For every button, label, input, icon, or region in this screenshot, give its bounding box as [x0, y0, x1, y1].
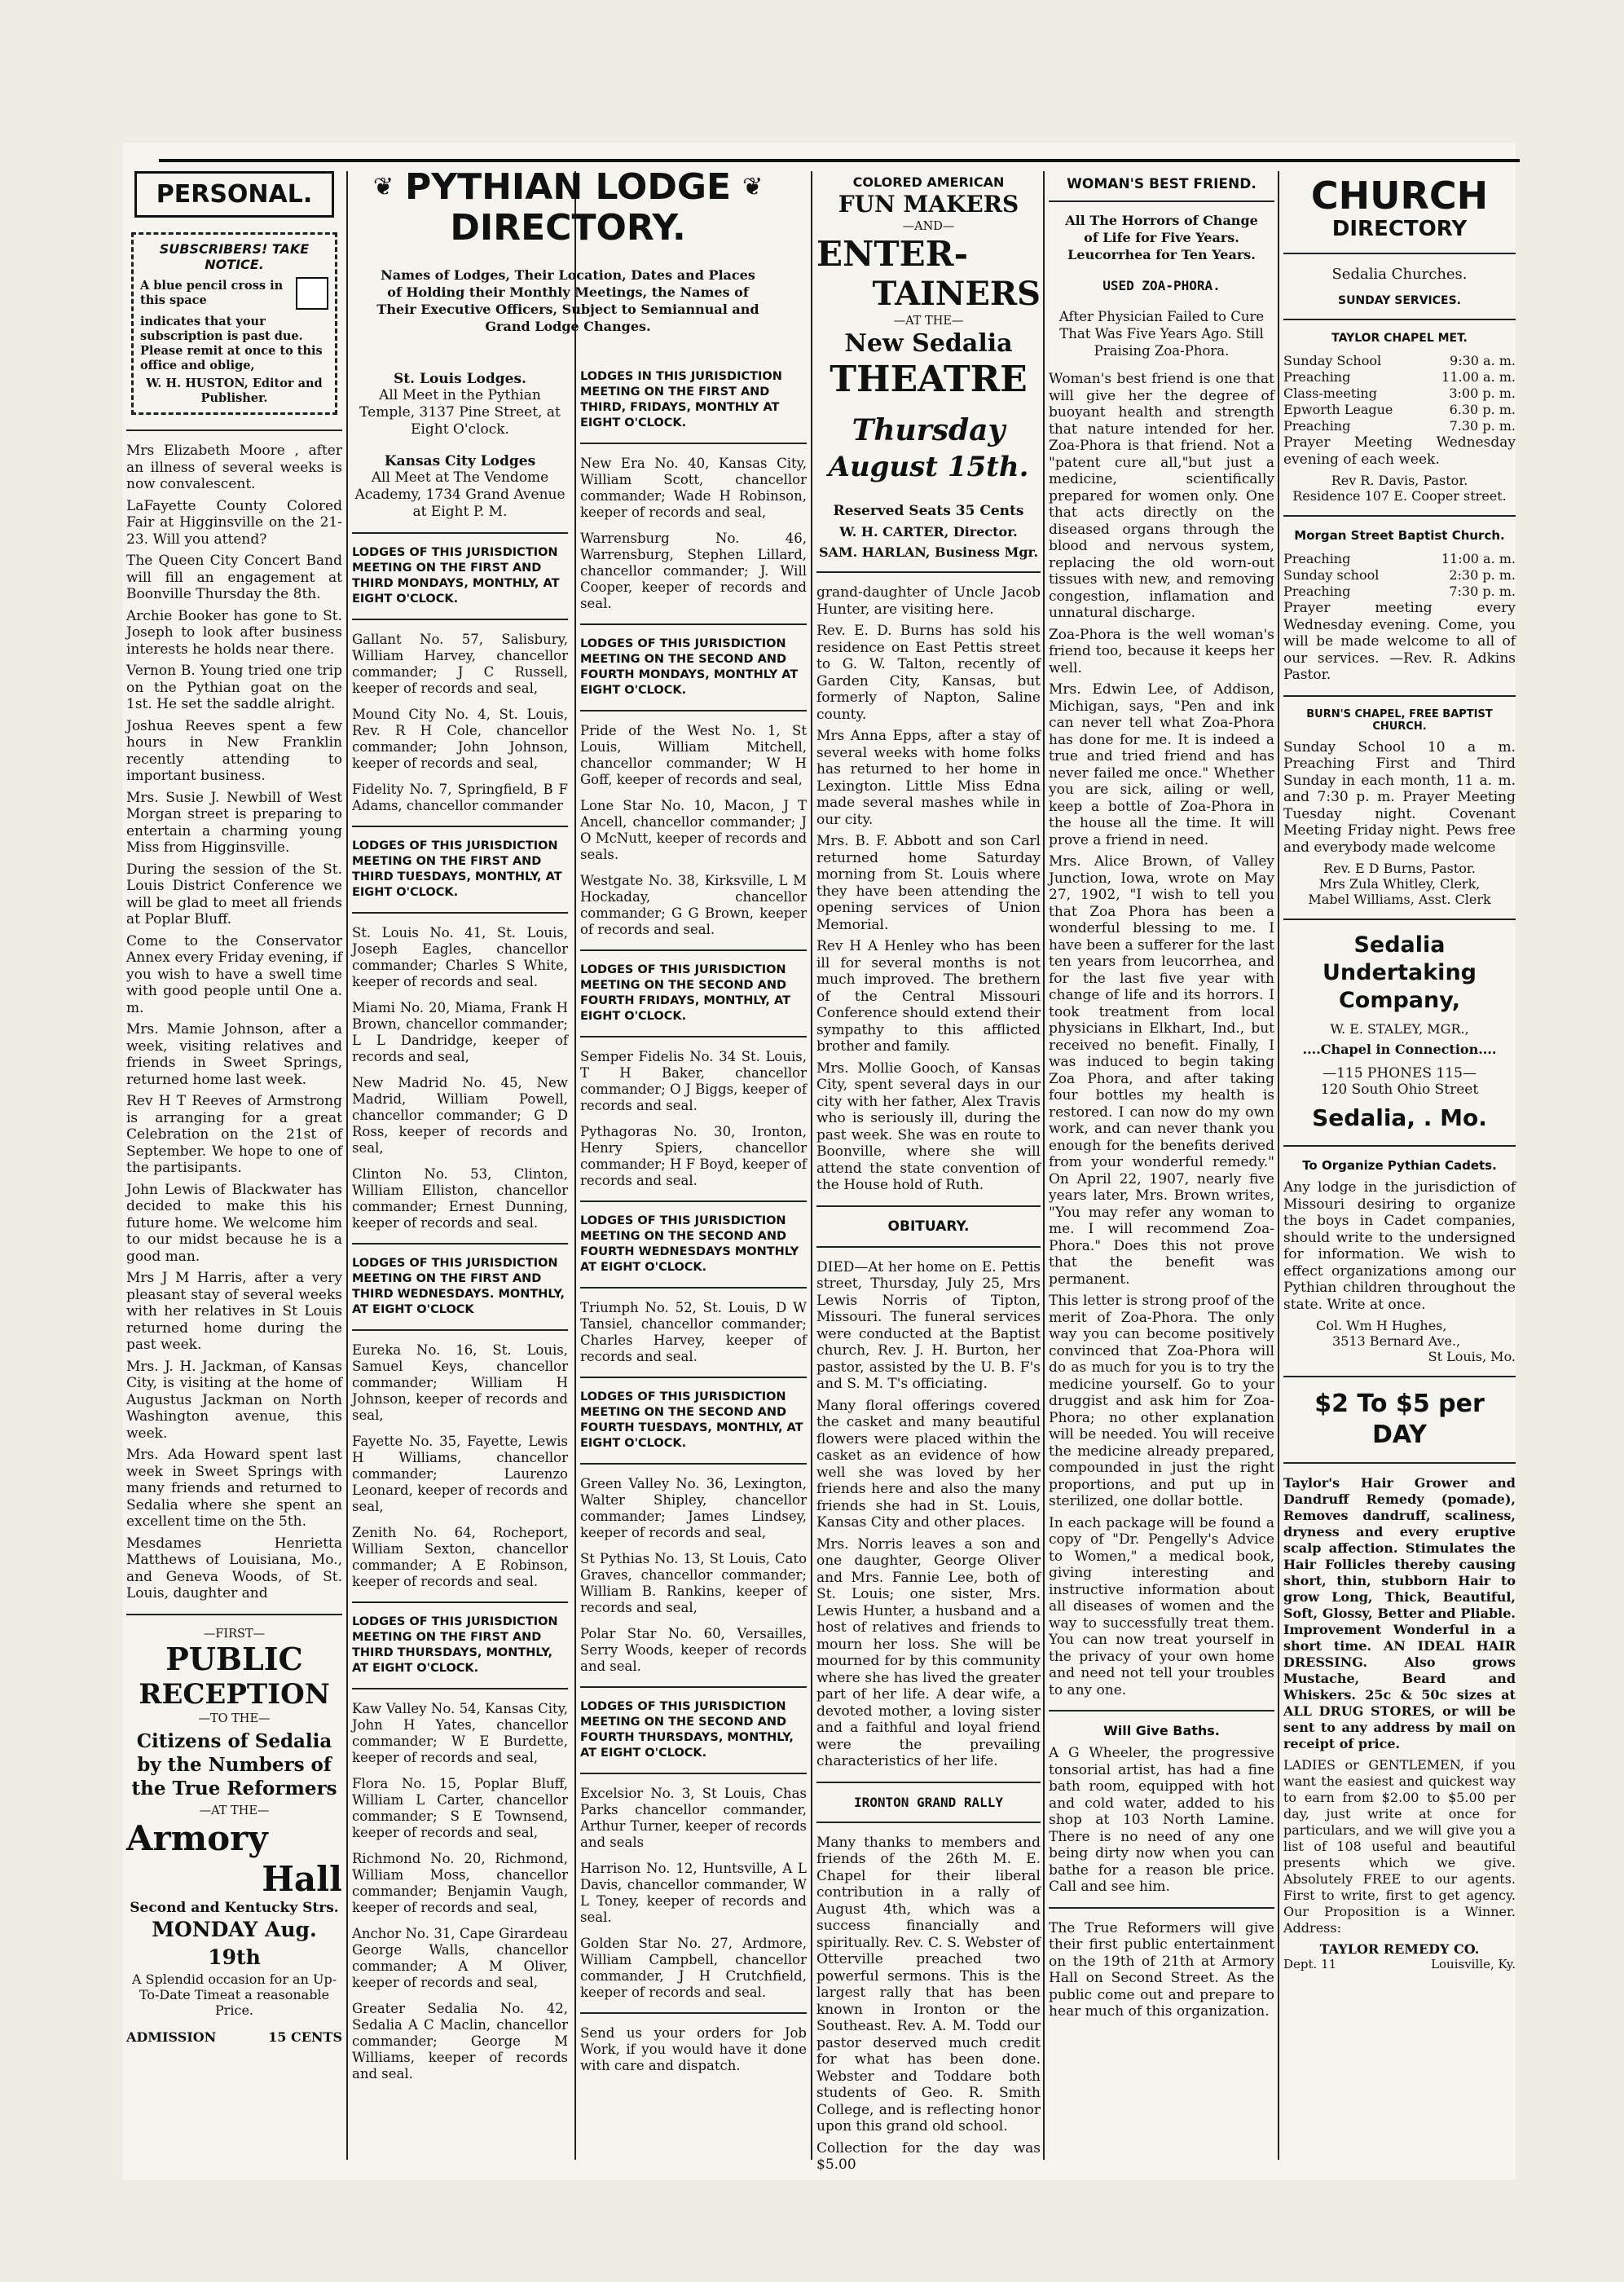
- taylor-chapel: TAYLOR CHAPEL MET.: [1331, 332, 1468, 345]
- lodge-heading: LODGES OF THIS JURISDICTION MEETING ON THE FIRST AND THIRD TUESDAYS, MONTHLY, AT EIGHT O'CLOCK.: [352, 839, 562, 899]
- cadets-signature: Col. Wm H Hughes,: [1316, 1318, 1447, 1333]
- divider: [580, 2012, 807, 2014]
- divider: [1283, 319, 1516, 320]
- subscribers-notice: [131, 232, 337, 415]
- cadets-address: 3513 Bernard Ave.,: [1332, 1333, 1461, 1349]
- divider: [816, 571, 1041, 573]
- ad-august: August 15th.: [828, 451, 1029, 483]
- schedule-name: Preaching: [1283, 551, 1351, 566]
- ad-first: —FIRST—: [203, 1627, 266, 1641]
- ornament-icon: ❦: [742, 173, 764, 201]
- lodge-entry: St Pythias No. 13, St Louis, Cato Graves, chancellor commander; William B. Rankins, keeper of records and seal,: [580, 1551, 807, 1615]
- column-divider: [1278, 171, 1279, 2160]
- column-pythian-directory-2: [352, 363, 568, 2092]
- schedule-time: 11:00 a. m.: [1441, 551, 1516, 566]
- ad-at-the: —AT THE—: [893, 315, 964, 328]
- ad-tainers: TAINERS: [872, 275, 1041, 313]
- personal-item: Mrs. Susie J. Newbill of West Morgan street is preparing to entertain a charming young Miss from Higginsville.: [126, 789, 342, 856]
- lodge-entry: Clinton No. 53, Clinton, William Elliston, chancellor commander; Ernest Dunning, keeper of records and seal.: [352, 1166, 568, 1231]
- lodge-entry: Eureka No. 16, St. Louis, Samuel Keys, chancellor commander; William H Johnson, keeper of records and seal,: [352, 1342, 568, 1423]
- taylor-pastor: Rev R. Davis, Pastor.: [1331, 473, 1468, 488]
- divider: [816, 1205, 1041, 1207]
- divider: [352, 912, 568, 914]
- divider: [580, 710, 807, 711]
- ad-enter: ENTER-: [816, 234, 969, 274]
- lodge-heading: LODGES OF THIS JURISDICTION MEETING ON THE SECOND AND FOURTH FRIDAYS, MONTHLY, AT EIGHT O'CLOCK.: [580, 963, 790, 1023]
- baths-text: A G Wheeler, the progressive tonsorial artist, has had a fine bath room, equipped with hot and cold water, added to his shop at 103 North Lamine. There is no need of any one being dirty now when you can bathe for a reason ble price. Call and see him.: [1049, 1745, 1274, 1895]
- schedule-name: Class-meeting: [1283, 385, 1377, 401]
- divider: [352, 1688, 568, 1689]
- lodge-entry: Richmond No. 20, Richmond, William Moss, chancellor commander; Benjamin Vaugh, keeper of records and seal,: [352, 1851, 568, 1915]
- ad-reception: RECEPTION: [139, 1677, 330, 1711]
- church-title-2: DIRECTORY: [1331, 217, 1468, 241]
- column-divider: [1043, 171, 1045, 2160]
- divider: [580, 1036, 807, 1037]
- divider: [352, 532, 568, 534]
- undertaking-address: 120 South Ohio Street: [1320, 1082, 1479, 1098]
- schedule-name: Preaching: [1283, 369, 1351, 385]
- burns-chapel: BURN'S CHAPEL, FREE BAPTIST CHURCH.: [1306, 707, 1493, 733]
- divider: [1283, 919, 1516, 920]
- rally-title: IRONTON GRAND RALLY: [853, 1794, 1004, 1810]
- theatre-ad: [816, 174, 1041, 560]
- lodge-entry: Lone Star No. 10, Macon, J T Ancell, chancellor commander; J O McNutt, keeper of records and seals.: [580, 798, 808, 862]
- personal-item: Mrs. J. H. Jackman, of Kansas City, is visiting at the home of Augustus Jackman on North Washington avenue, this week.: [126, 1358, 342, 1442]
- zoa-used: USED ZOA-PHORA.: [1102, 278, 1221, 293]
- burns-asst-clerk: Mabel Williams, Asst. Clerk: [1308, 892, 1491, 907]
- obituary-item: Many floral offerings covered the casket and many beautiful flowers were placed within the casket as an evidence of how well she was loved by her friends here and also the many friends she had in St. Louis, Kansas City and other places.: [816, 1397, 1041, 1531]
- lodge-entry: Golden Star No. 27, Ardmore, William Campbell, chancellor commander, J H Crutchfield, keeper of records and seal.: [580, 1936, 807, 2000]
- divider: [126, 430, 342, 431]
- church-title-1: CHURCH: [1310, 174, 1489, 218]
- cadets-city: St Louis, Mo.: [1428, 1349, 1516, 1364]
- lodge-entry: Kaw Valley No. 54, Kansas City, John H Yates, chancellor commander; W E Burdette, keeper of records and seal,: [352, 1701, 568, 1765]
- undertaking-chapel: ....Chapel in Connection....: [1302, 1042, 1497, 1057]
- divider: [352, 1601, 568, 1603]
- zoa-item: Mrs. Alice Brown, of Valley Junction, Iowa, wrote on May 27, 1902, "I wish to tell you that Zoa Phora has been a wonderful blessing to me. I have been a sufferer for the last ten years from leucorrhea, and for the last five year with change of life and its horrors. I took treatment from local physicians in Elkhart, Ind., but received no benefit. Finally, I was induced to begin taking Zoa Phora, and after taking four bottles my health is restored. I can now do my own work, and can never thank you enough for the benefits derived from your wonderful remedy." On April 22, 1907, nearly five years later, Mrs. Brown writes, "You may refer any woman to me. I will recommend Zoa-Phora." Does this not prove that the benefit was permanent.: [1049, 853, 1275, 1288]
- schedule-time: 2:30 p. m.: [1449, 567, 1516, 583]
- ad-at-the: —AT THE—: [199, 1804, 270, 1817]
- divider: [1283, 1376, 1516, 1377]
- personal-item: Mrs J M Harris, after a very pleasant stay of several weeks with her relatives in St Louis returned home during the past week.: [126, 1270, 342, 1353]
- lodge-entry: Harrison No. 12, Huntsville, A L Davis, chancellor commander, W L Toney, keeper of records and seal.: [580, 1861, 807, 1925]
- kc-text: All Meet at The Vendome Academy, 1734 Grand Avenue at Eight P. M.: [354, 469, 566, 520]
- ad-to-the: —TO THE—: [198, 1712, 271, 1725]
- divider: [1283, 515, 1516, 517]
- ad-desc: A Splendid occasion for an Up-To-Date Timeat a reasonable Price.: [131, 1971, 337, 2018]
- divider: [580, 1287, 807, 1289]
- zoa-title: WOMAN'S BEST FRIEND.: [1049, 171, 1274, 202]
- baths-title: Will Give Baths.: [1103, 1723, 1220, 1738]
- column-zoa-phora: [1049, 171, 1274, 2025]
- divider: [126, 1614, 342, 1615]
- divider: [816, 1822, 1041, 1823]
- burns-pastor: Rev. E D Burns, Pastor.: [1323, 861, 1476, 876]
- remedy-company: TAYLOR REMEDY CO.: [1319, 1941, 1480, 1957]
- schedule-time: 9:30 a. m.: [1450, 353, 1516, 368]
- schedule-name: Sunday school: [1283, 567, 1380, 583]
- personal-item: Vernon B. Young tried one trip on the Pythian goat on the 1st. He set the saddle alright.: [126, 663, 342, 712]
- divider: [1283, 253, 1516, 254]
- divider: [580, 1463, 807, 1465]
- zoa-sub: All The Horrors of Change of Life for Five Years. Leucorrhea for Ten Years.: [1065, 213, 1258, 262]
- divider: [580, 949, 807, 951]
- lodge-entry: St. Louis No. 41, St. Louis, Joseph Eagles, chancellor commander; Charles S White, keeper of records and seal.: [352, 925, 568, 989]
- divider: [352, 826, 568, 827]
- column-divider: [574, 171, 576, 2160]
- column-personal: [126, 171, 342, 2045]
- divider: [580, 1773, 807, 1774]
- rally-text: Many thanks to members and friends of the 26th M. E. Chapel for their liberal contribution in a rally of August 4th, which was a success financially and spiritually. Rev. C. S. Webster of Otterville preached two powerful sermons. This is the largest rally that has been known in Ironton or the Southeast. Rev. A. M. Todd our pastor deserved much credit for what has been done. Webster and Toddare both students of Geo. R. Smith College, and is reflecting honor upon this grand old school.: [816, 1834, 1041, 2134]
- lodge-entry: Warrensburg No. 46, Warrensburg, Stephen Lillard, chancellor commander; J. Will Cooper, keeper of records and seal.: [580, 531, 807, 611]
- divider: [352, 619, 568, 620]
- lodge-entry: New Madrid No. 45, New Madrid, William Powell, chancellor commander; G D Ross, keeper of records and seal,: [352, 1075, 568, 1156]
- public-reception-ad: [126, 1627, 342, 2045]
- lodge-entry: Zenith No. 64, Rocheport, William Sexton, chancellor commander; A E Robinson, keeper of records and seal.: [352, 1525, 568, 1589]
- zoa-item: Woman's best friend is one that will give her the degree of buoyant health and strength that nature intended for her. Zoa-Phora is that friend. Not a "patent cure all,"but just a medicine, scientifically prepared for women only. One that acts directly on the diseased organs through the blood and nervous system, replacing the old worn-out tissues with new, and removing congestion, inflamation and unnatural discharge.: [1049, 371, 1274, 621]
- news-item: Rev. E. D. Burns has sold his residence on East Pettis street to G. W. Talton, recently of Garden City, Kansas, but formerly of Napton, Saline county.: [816, 623, 1041, 723]
- lodge-entry: Flora No. 15, Poplar Bluff, William L Carter, chancellor commander; S E Townsend, keeper of records and seal,: [352, 1776, 568, 1840]
- personal-item: Come to the Conservator Annex every Friday evening, if you wish to have a swell time with good people until One a. m.: [126, 932, 342, 1016]
- lodge-entry: Pythagoras No. 30, Ironton, Henry Spiers, chancellor commander; H F Boyd, keeper of records and seal.: [580, 1124, 807, 1188]
- ad-fun: FUN MAKERS: [838, 191, 1019, 218]
- divider: [352, 1329, 568, 1331]
- divider: [1049, 1710, 1274, 1712]
- ad-manager: SAM. HARLAN, Business Mgr.: [818, 544, 1039, 560]
- obituary-title: OBITUARY.: [887, 1218, 970, 1235]
- notice-line2: indicates that your subscription is past due. Please remit at once to this office and oblige,: [140, 315, 323, 372]
- schedule-name: Sunday School: [1283, 353, 1382, 368]
- schedule-name: Epworth League: [1283, 402, 1393, 417]
- news-item: Rev H A Henley who has been ill for several months is not much improved. The brethern of the Central Missouri Conference should extend their sympathy to this afflicted brother and family.: [816, 938, 1041, 1055]
- personal-item: During the session of the St. Louis District Conference we will be glad to meet all friends at Poplar Bluff.: [126, 861, 342, 927]
- notice-sign: W. H. HUSTON, Editor and Publisher.: [146, 377, 323, 405]
- sunday-services: SUNDAY SERVICES.: [1337, 294, 1461, 307]
- obituary-item: Mrs. Norris leaves a son and one daughter, George Oliver and Mrs. Fannie Lee, both of St. Louis; one sister, Mrs. Lewis Hunter, a husband and a host of relatives and friends to mourn her loss. She will be mourned for by this community where she has lived the greater part of her life. A dear wife, a devoted mother, a loving sister and a faithful and loyal friend were the prevailing characteristics of her life.: [816, 1535, 1041, 1769]
- taylor-schedule: [1283, 353, 1516, 434]
- lodge-heading: LODGES OF THIS JURISDICTION MEETING ON THE SECOND AND FOURTH TUESDAYS, MONTHLY, AT EIGHT O'CLOCK.: [580, 1390, 803, 1450]
- divider: [580, 623, 807, 625]
- zoa-item: This letter is strong proof of the merit of Zoa-Phora. The only way you can become positively convinced that Zoa-Phora will do as much for you is to try the medicine yourself. Go to your druggist and ask him for Zoa-Phora; no other explanation will be needed. You will receive the medicine already prepared, compounded in just the right proportions, and put up in sterilized, one dollar bottle.: [1049, 1293, 1274, 1509]
- ad-date: MONDAY Aug. 19th: [152, 1917, 317, 1969]
- divider: [580, 443, 807, 444]
- personal-item: Mrs. Mamie Johnson, after a week, visiting relatives and friends in Sweet Springs, returned home last week.: [126, 1021, 342, 1088]
- schedule-name: Preaching: [1283, 584, 1351, 599]
- ad-citizens: Citizens of Sedalia by the Numbers of the True Reformers: [131, 1729, 337, 1800]
- morgan-schedule: [1283, 551, 1516, 600]
- personal-item: Rev H T Reeves of Armstrong is arranging for a great Celebration on the 21st of September. We hope to one of the partisipants.: [126, 1093, 342, 1176]
- lodge-entry: Gallant No. 57, Salisbury, William Harvey, chancellor commander; J C Russell, keeper of records and seal,: [352, 632, 568, 696]
- top-rule: [159, 159, 1520, 162]
- lodge-entry: Triumph No. 52, St. Louis, D W Tansiel, chancellor commander; Charles Harvey, keeper of records and seal.: [580, 1300, 807, 1364]
- lodge-heading: LODGES OF THIS JURISDICTION MEETING ON THE FIRST AND THIRD WEDNESDAYS. MONTHLY, AT EIGHT O'CLOCK: [352, 1257, 565, 1316]
- ad-and: —AND—: [902, 220, 955, 233]
- lodge-entry: Semper Fidelis No. 34 St. Louis, T H Baker, chancellor commander; O J Biggs, keeper of records and seal.: [580, 1049, 807, 1113]
- column-theatre-news: [816, 171, 1041, 2178]
- lodge-entry: Pride of the West No. 1, St Louis, William Mitchell, chancellor commander; W H Goff, keeper of records and seal,: [580, 723, 807, 787]
- column-pythian-directory-1: [352, 166, 764, 335]
- hair-remedy-text: Taylor's Hair Grower and Dandruff Remedy (pomade), Removes dandruff, scaliness, dryness and every eruptive scalp affection. Stimulates the Hair Follicles thereby causing short, thin, stubborn Hair to grow Long, Thick, Beautiful, Soft, Glossy, Better and Pliable. Improvement Wonderful in a short time. AN IDEAL HAIR DRESSING. Also grows Mustache, Beard and Whiskers. 25c & 50c sizes at ALL DRUG STORES, or will be sent to any address by mail on receipt of price.: [1283, 1475, 1516, 1751]
- lodge-heading: LODGES OF THIS JURISDICTION MEETING ON THE SECOND AND FOURTH WEDNESDAYS MONTHLY AT EIGHT O'CLOCK.: [580, 1214, 799, 1274]
- taylor-residence: Residence 107 E. Cooper street.: [1292, 488, 1507, 504]
- personal-item: LaFayette County Colored Fair at Higginsville on the 21-23. Will you attend?: [126, 497, 342, 548]
- divider: [1283, 695, 1516, 697]
- pencil-cross-box-icon: [296, 277, 328, 310]
- lodge-entry: New Era No. 40, Kansas City, William Scott, chancellor commander; Wade H Robinson, keeper of records and seal,: [580, 456, 807, 520]
- schedule-name: Preaching: [1283, 418, 1351, 434]
- stl-title: St. Louis Lodges.: [394, 371, 526, 387]
- morgan-note: Prayer meeting every Wednesday evening. Come, you will be made welcome to all of our services. —Rev. R. Adkins Pastor.: [1283, 600, 1516, 683]
- personal-item: The Queen City Concert Band will fill an engagement at Boonville Thursday the 8th.: [126, 553, 342, 602]
- divider: [816, 1246, 1041, 1248]
- divider: [1283, 1145, 1516, 1147]
- personal-item: Mrs. Ada Howard spent last week in Sweet Springs with many friends and returned to Sedalia where she spent an excellent time on the 5th.: [126, 1447, 342, 1530]
- ad-colored: COLORED AMERICAN: [852, 174, 1005, 190]
- column-church-directory: [1283, 171, 1516, 1971]
- news-item: grand-daughter of Uncle Jacob Hunter, are visiting here.: [816, 584, 1041, 618]
- lodge-entry: Greater Sedalia No. 42, Sedalia A C Maclin, chancellor commander; George M Williams, keeper of records and seal.: [352, 2001, 568, 2082]
- kc-title: Kansas City Lodges: [384, 453, 536, 469]
- zoa-sub2: After Physician Failed to Cure That Was Five Years Ago. Still Praising Zoa-Phora.: [1058, 309, 1265, 359]
- ad-admission: ADMISSION: [126, 2029, 217, 2045]
- personal-item: Mrs Elizabeth Moore , after an illness of several weeks is now convalescent.: [126, 443, 342, 492]
- morgan-street-church: Morgan Street Baptist Church.: [1294, 528, 1505, 543]
- lodge-heading: LODGES OF THIS JURISDICTION MEETING ON THE SECOND AND FOURTH MONDAYS, MONTHLY AT EIGHT O'CLOCK.: [580, 637, 799, 697]
- lodge-entry: Excelsior No. 3, St Louis, Chas Parks chancellor commander, Arthur Turner, keeper of records and seals: [580, 1786, 807, 1850]
- remedy-city: Louisville, Ky.: [1431, 1957, 1516, 1971]
- pythian-title-2: DIRECTORY.: [450, 207, 686, 249]
- zoa-item: In each package will be found a copy of "Dr. Pengelly's Advice to Women," a medical book, giving interesting and instructive information about all diseases of women and the way to successfully treat them. You can now treat yourself in the privacy of your own home and need not tell your troubles to any one.: [1049, 1514, 1274, 1698]
- divider: [1049, 1907, 1274, 1909]
- notice-line1: A blue pencil cross in this space: [140, 279, 284, 307]
- schedule-time: 7.30 p. m.: [1449, 418, 1516, 434]
- lodge-heading: LODGES OF THIS JURISDICTION MEETING ON THE FIRST AND THIRD MONDAYS, MONTHLY, AT EIGHT O'CLOCK.: [352, 546, 560, 606]
- lodge-entry: Miami No. 20, Miama, Frank H Brown, chancellor commander; L L Dandridge, keeper of records and seal,: [352, 1000, 568, 1064]
- reformers-text: The True Reformers will give their first public entertainment on the 19th of 21th at Armory Hall on Second Street. As the public come out and prepare to hear much of this organization.: [1049, 1919, 1274, 2020]
- column-divider: [346, 171, 348, 2160]
- ad-public: PUBLIC: [165, 1640, 303, 1677]
- burns-clerk: Mrs Zula Whitley, Clerk,: [1318, 876, 1481, 892]
- news-item: Mrs. B. F. Abbott and son Carl returned home Saturday morning from St. Louis where they have been attending the opening services of Union Memorial.: [816, 833, 1041, 933]
- personal-item: Mesdames Henrietta Matthews of Louisiana, Mo., and Geneva Woods, of St. Louis, daughter and: [126, 1535, 342, 1601]
- undertaking-title: Sedalia Undertaking Company,: [1323, 932, 1477, 1013]
- column-divider: [811, 171, 812, 2160]
- undertaking-city: Sedalia, . Mo.: [1312, 1104, 1487, 1131]
- news-item: Mrs. Mollie Gooch, of Kansas City, spent several days in our city with her father, Alex Travis who is seriously ill, during the past week. She was en route to Boonville, where she will attend the state convention of the House hold of Ruth.: [816, 1060, 1041, 1193]
- lodge-entry: Fidelity No. 7, Springfield, B F Adams, chancellor commander: [352, 782, 568, 813]
- ad-hall: Hall: [262, 1858, 342, 1899]
- divider: [580, 1686, 807, 1688]
- ad-streets: Second and Kentucky Strs.: [130, 1899, 339, 1916]
- divider: [580, 1200, 807, 1202]
- burns-text: Sunday School 10 a m. Preaching First and Third Sunday in each month, 11 a. m. and 7:30 p. m. Prayer Meeting Tuesday night. Covenant Meeting Friday night. Pews free and everybody made welcome: [1283, 738, 1516, 856]
- ad-theatre: THEATRE: [830, 359, 1028, 400]
- lodge-heading: LODGES OF THIS JURISDICTION MEETING ON THE FIRST AND THIRD THURSDAYS, MONTHLY, AT EIGHT O'CLOCK.: [352, 1615, 558, 1675]
- schedule-time: 7:30 p. m.: [1449, 584, 1516, 599]
- taylor-note: Prayer Meeting Wednesday evening of each week.: [1283, 434, 1516, 468]
- schedule-time: 3:00 p. m.: [1449, 385, 1516, 401]
- divider: [352, 1243, 568, 1245]
- ad-thursday: Thursday: [852, 413, 1006, 447]
- pythian-subtitle: Names of Lodges, Their Location, Dates and Places of Holding their Monthly Meetings, the Names of Their Executive Officers, Subject to Semiannual and Grand Lodge Changes.: [376, 267, 759, 334]
- zoa-item: Zoa-Phora is the well woman's friend too, because it keeps her well.: [1049, 626, 1274, 676]
- lodge-entry: Fayette No. 35, Fayette, Lewis H Williams, chancellor commander; Laurenzo Leonard, keeper of records and seal,: [352, 1434, 568, 1514]
- schedule-time: 11.00 a. m.: [1441, 369, 1516, 385]
- personal-title: PERSONAL.: [134, 171, 334, 218]
- ad-price: 15 CENTS: [268, 2029, 342, 2045]
- obituary-item: DIED—At her home on E. Pettis street, Thursday, July 25, Mrs Lewis Norris of Tipton, Missouri. The funeral services were conducted at the Baptist church, Rev. J. H. Burton, her pastor, assisted by the U. B. F's and S. M. T's officiating.: [816, 1258, 1041, 1392]
- ornament-icon: ❦: [372, 173, 394, 201]
- notice-title: SUBSCRIBERS! TAKE NOTICE.: [159, 241, 310, 272]
- divider: [1283, 1462, 1516, 1464]
- zoa-item: Mrs. Edwin Lee, of Addison, Michigan, says, "Pen and ink can never tell what Zoa-Phora has done for me. It is indeed a true and tried friend and has never failed me once." Whether you are sick, ailing or well, keep a bottle of Zoa-Phora in the house all the time. It will prove a friend in need.: [1049, 681, 1274, 848]
- divider: [580, 1377, 807, 1378]
- lodge-heading: LODGES OF THIS JURISDICTION MEETING ON THE SECOND AND FOURTH THURSDAYS, MONTHLY, AT EIGHT O'CLOCK.: [580, 1700, 794, 1760]
- ad-reserved: Reserved Seats 35 Cents: [833, 503, 1024, 519]
- remedy-dept: Dept. 11: [1283, 1957, 1337, 1971]
- lodge-entry: Green Valley No. 36, Lexington, Walter Shipley, chancellor commander; James Lindsey, keeper of records and seal,: [580, 1476, 807, 1540]
- newspaper-page: [122, 143, 1516, 2180]
- stl-text: All Meet in the Pythian Temple, 3137 Pine Street, at Eight O'clock.: [359, 387, 561, 438]
- news-item: Mrs Anna Epps, after a stay of several weeks with home folks has returned to her home in Lexington. Little Miss Edna made several mashes while in our city.: [816, 728, 1041, 828]
- lodge-entry: Polar Star No. 60, Versailles, Serry Woods, keeper of records and seal.: [580, 1626, 807, 1674]
- personal-item: John Lewis of Blackwater has decided to make this his future home. We welcome him to our midst because he is a good man.: [126, 1181, 342, 1265]
- lodge-entry: Anchor No. 31, Cape Girardeau George Walls, chancellor commander; A M Oliver, keeper of records and seal,: [352, 1926, 568, 1990]
- cadets-text: Any lodge in the jurisdiction of Missouri desiring to organize the boys in Cadet companies, should write to the undersigned for information. We wish to effect organizations among our Pythian children throughout the state. Write at once.: [1283, 1179, 1516, 1313]
- lodge-heading: LODGES IN THIS JURISDICTION MEETING ON THE FIRST AND THIRD, FRIDAYS, MONTHLY AT EIGHT O'CLOCK.: [580, 370, 782, 430]
- column-pythian-directory-3: [580, 363, 807, 2084]
- divider: [816, 1782, 1041, 1783]
- personal-item: Archie Booker has gone to St. Joseph to look after business interests he holds near there.: [126, 607, 342, 658]
- rally-collection: Collection for the day was $5.00: [816, 2139, 1041, 2173]
- lodge-entry: Westgate No. 38, Kirksville, L M Hockaday, chancellor commander; G G Brown, keeper of records and seal.: [580, 873, 807, 937]
- ad-director: W. H. CARTER, Director.: [839, 524, 1018, 540]
- pythian-header: [352, 167, 804, 335]
- sedalia-churches: Sedalia Churches.: [1331, 266, 1468, 283]
- agents-text: LADIES or GENTLEMEN, if you want the easiest and quickest way to earn from $2.00 to $5.00 per day, just write at once for particulars, and we will give you a list of 108 useful and beautiful presents which we give. Absolutely FREE to our agents. First to write, first to get agency. Our Proposition is a Winner. Address:: [1283, 1757, 1516, 1936]
- undertaking-phones: —115 PHONES 115—: [1323, 1065, 1477, 1082]
- ad-armory: Armory: [126, 1817, 268, 1858]
- cadets-title: To Organize Pythian Cadets.: [1302, 1158, 1497, 1173]
- pythian-title-1: PYTHIAN LODGE: [404, 166, 732, 208]
- lodge-entry: Mound City No. 4, St. Louis, Rev. R H Cole, chancellor commander; John Johnson, keeper of records and seal,: [352, 707, 568, 771]
- personal-item: Joshua Reeves spent a few hours in New Franklin recently attending to important business.: [126, 717, 342, 784]
- pay-headline: $2 To $5 per DAY: [1314, 1390, 1485, 1449]
- schedule-time: 6.30 p. m.: [1449, 402, 1516, 417]
- ad-new-sedalia: New Sedalia: [844, 329, 1013, 358]
- undertaking-manager: W. E. STALEY, MGR.,: [1330, 1021, 1469, 1037]
- job-work-note: Send us your orders for Job Work, if you would have it done with care and dispatch.: [580, 2025, 807, 2073]
